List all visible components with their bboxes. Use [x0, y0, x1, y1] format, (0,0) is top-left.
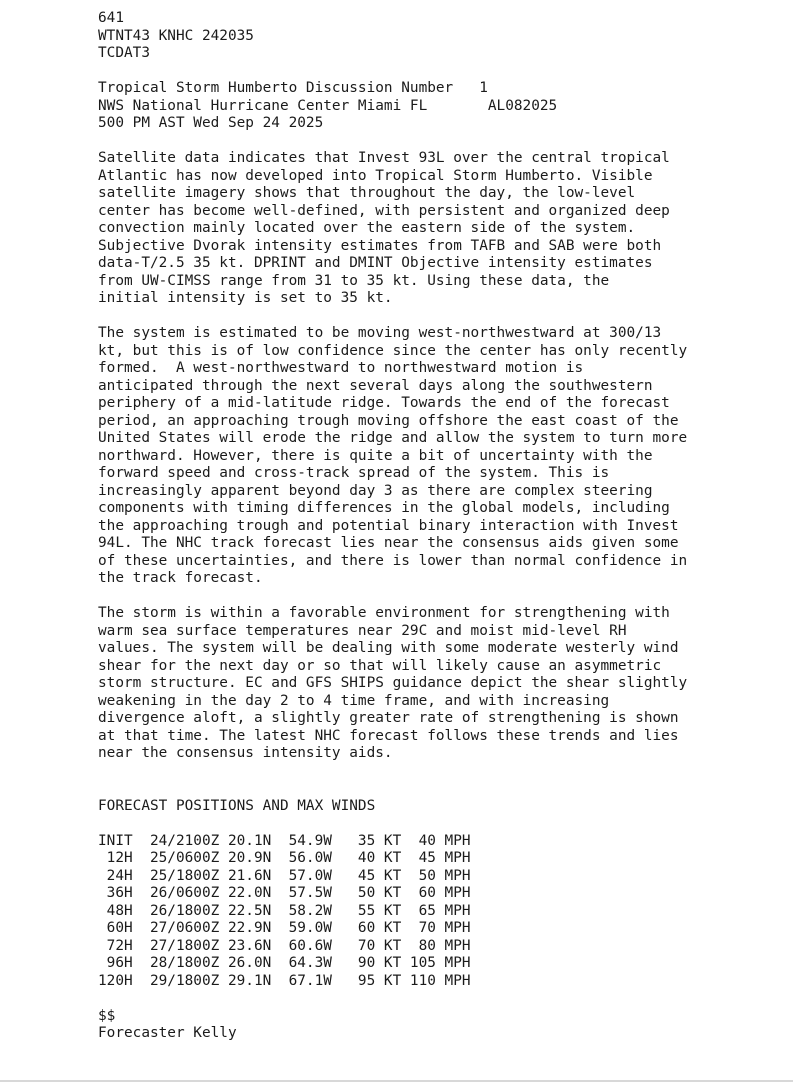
paragraph-line: Subjective Dvorak intensity estimates from TAFB and SAB were both: [98, 237, 662, 254]
paragraph-line: data-T/2.5 35 kt. DPRINT and DMINT Objective intensity estimates: [98, 255, 653, 271]
paragraph-line: convection mainly located over the eastern side of the system.: [98, 220, 636, 236]
header-line-2: WTNT43 KNHC 242035: [98, 27, 254, 44]
paragraph-line: forward speed and cross-track spread of the system. This is: [98, 465, 610, 481]
forecast-row: 72H 27/1800Z 23.6N 60.6W 70 KT 80 MPH: [98, 937, 471, 954]
paragraph-line: Satellite data indicates that Invest 93L over the central tropical: [98, 150, 670, 166]
paragraph-line: Atlantic has now developed into Tropical Storm Humberto. Visible: [98, 167, 653, 184]
title-line-1: Tropical Storm Humberto Discussion Number 1: [98, 80, 488, 96]
forecast-row: 48H 26/1800Z 22.5N 58.2W 55 KT 65 MPH: [98, 902, 471, 919]
paragraph-line: initial intensity is set to 35 kt.: [98, 290, 393, 306]
paragraph-line: at that time. The latest NHC forecast follows these trends and lies: [98, 727, 679, 744]
paragraph-line: values. The system will be dealing with some moderate westerly wind: [98, 640, 679, 656]
paragraph-line: warm sea surface temperatures near 29C and moist mid-level RH: [98, 622, 627, 639]
discussion-document: [98, 10, 687, 1043]
title-line-2: NWS National Hurricane Center Miami FL AL082025: [98, 97, 558, 114]
paragraph-line: from UW-CIMSS range from 31 to 35 kt. Using these data, the: [98, 272, 610, 289]
paragraph-line: period, an approaching trough moving offshore the east coast of the: [98, 412, 679, 429]
paragraph-line: formed. A west-northwestward to northwestward motion is: [98, 360, 584, 376]
paragraph-line: increasingly apparent beyond day 3 as there are complex steering: [98, 482, 653, 499]
forecast-row: 60H 27/0600Z 22.9N 59.0W 60 KT 70 MPH: [98, 920, 471, 936]
paragraph-line: the track forecast.: [98, 570, 263, 586]
bottom-divider: [0, 1080, 793, 1082]
paragraph-line: divergence aloft, a slightly greater rate of strengthening is shown: [98, 710, 679, 726]
forecast-row: 12H 25/0600Z 20.9N 56.0W 40 KT 45 MPH: [98, 850, 471, 866]
paragraph-line: anticipated through the next several days along the southwestern: [98, 377, 653, 394]
paragraph-line: periphery of a mid-latitude ridge. Towards the end of the forecast: [98, 395, 670, 411]
header-line-3: TCDAT3: [98, 45, 150, 61]
paragraph-line: near the consensus intensity aids.: [98, 745, 393, 761]
forecast-row: INIT 24/2100Z 20.1N 54.9W 35 KT 40 MPH: [98, 832, 471, 849]
paragraph-line: satellite imagery shows that throughout the day, the low-level: [98, 185, 636, 201]
paragraph-line: of these uncertainties, and there is lower than normal confidence in: [98, 552, 688, 569]
paragraph-line: The system is estimated to be moving west-northwestward at 300/13: [98, 325, 662, 341]
end-marker: $$: [98, 1007, 116, 1024]
paragraph-line: northward. However, there is quite a bit of uncertainty with the: [98, 447, 653, 464]
title-line-3: 500 PM AST Wed Sep 24 2025: [98, 115, 324, 131]
forecast-row: 120H 29/1800Z 29.1N 67.1W 95 KT 110 MPH: [98, 972, 471, 989]
paragraph-line: components with timing differences in the global models, including: [98, 500, 670, 516]
forecaster-signature: Forecaster Kelly: [98, 1025, 237, 1041]
paragraph-line: The storm is within a favorable environment for strengthening with: [98, 605, 670, 621]
paragraph-line: center has become well-defined, with persistent and organized deep: [98, 202, 670, 219]
header-line-1: 641: [98, 10, 124, 26]
paragraph-line: United States will erode the ridge and allow the system to turn more: [98, 430, 688, 446]
paragraph-line: the approaching trough and potential binary interaction with Invest: [98, 517, 679, 534]
paragraph-line: shear for the next day or so that will likely cause an asymmetric: [98, 657, 662, 674]
paragraph-line: weakening in the day 2 to 4 time frame, and with increasing: [98, 692, 610, 709]
forecast-row: 96H 28/1800Z 26.0N 64.3W 90 KT 105 MPH: [98, 955, 471, 971]
forecast-row: 36H 26/0600Z 22.0N 57.5W 50 KT 60 MPH: [98, 885, 471, 901]
forecast-row: 24H 25/1800Z 21.6N 57.0W 45 KT 50 MPH: [98, 867, 471, 884]
paragraph-line: kt, but this is of low confidence since the center has only recently: [98, 342, 688, 359]
forecast-heading: FORECAST POSITIONS AND MAX WINDS: [98, 797, 376, 814]
paragraph-line: storm structure. EC and GFS SHIPS guidance depict the shear slightly: [98, 675, 688, 691]
paragraph-line: 94L. The NHC track forecast lies near the consensus aids given some: [98, 535, 679, 551]
